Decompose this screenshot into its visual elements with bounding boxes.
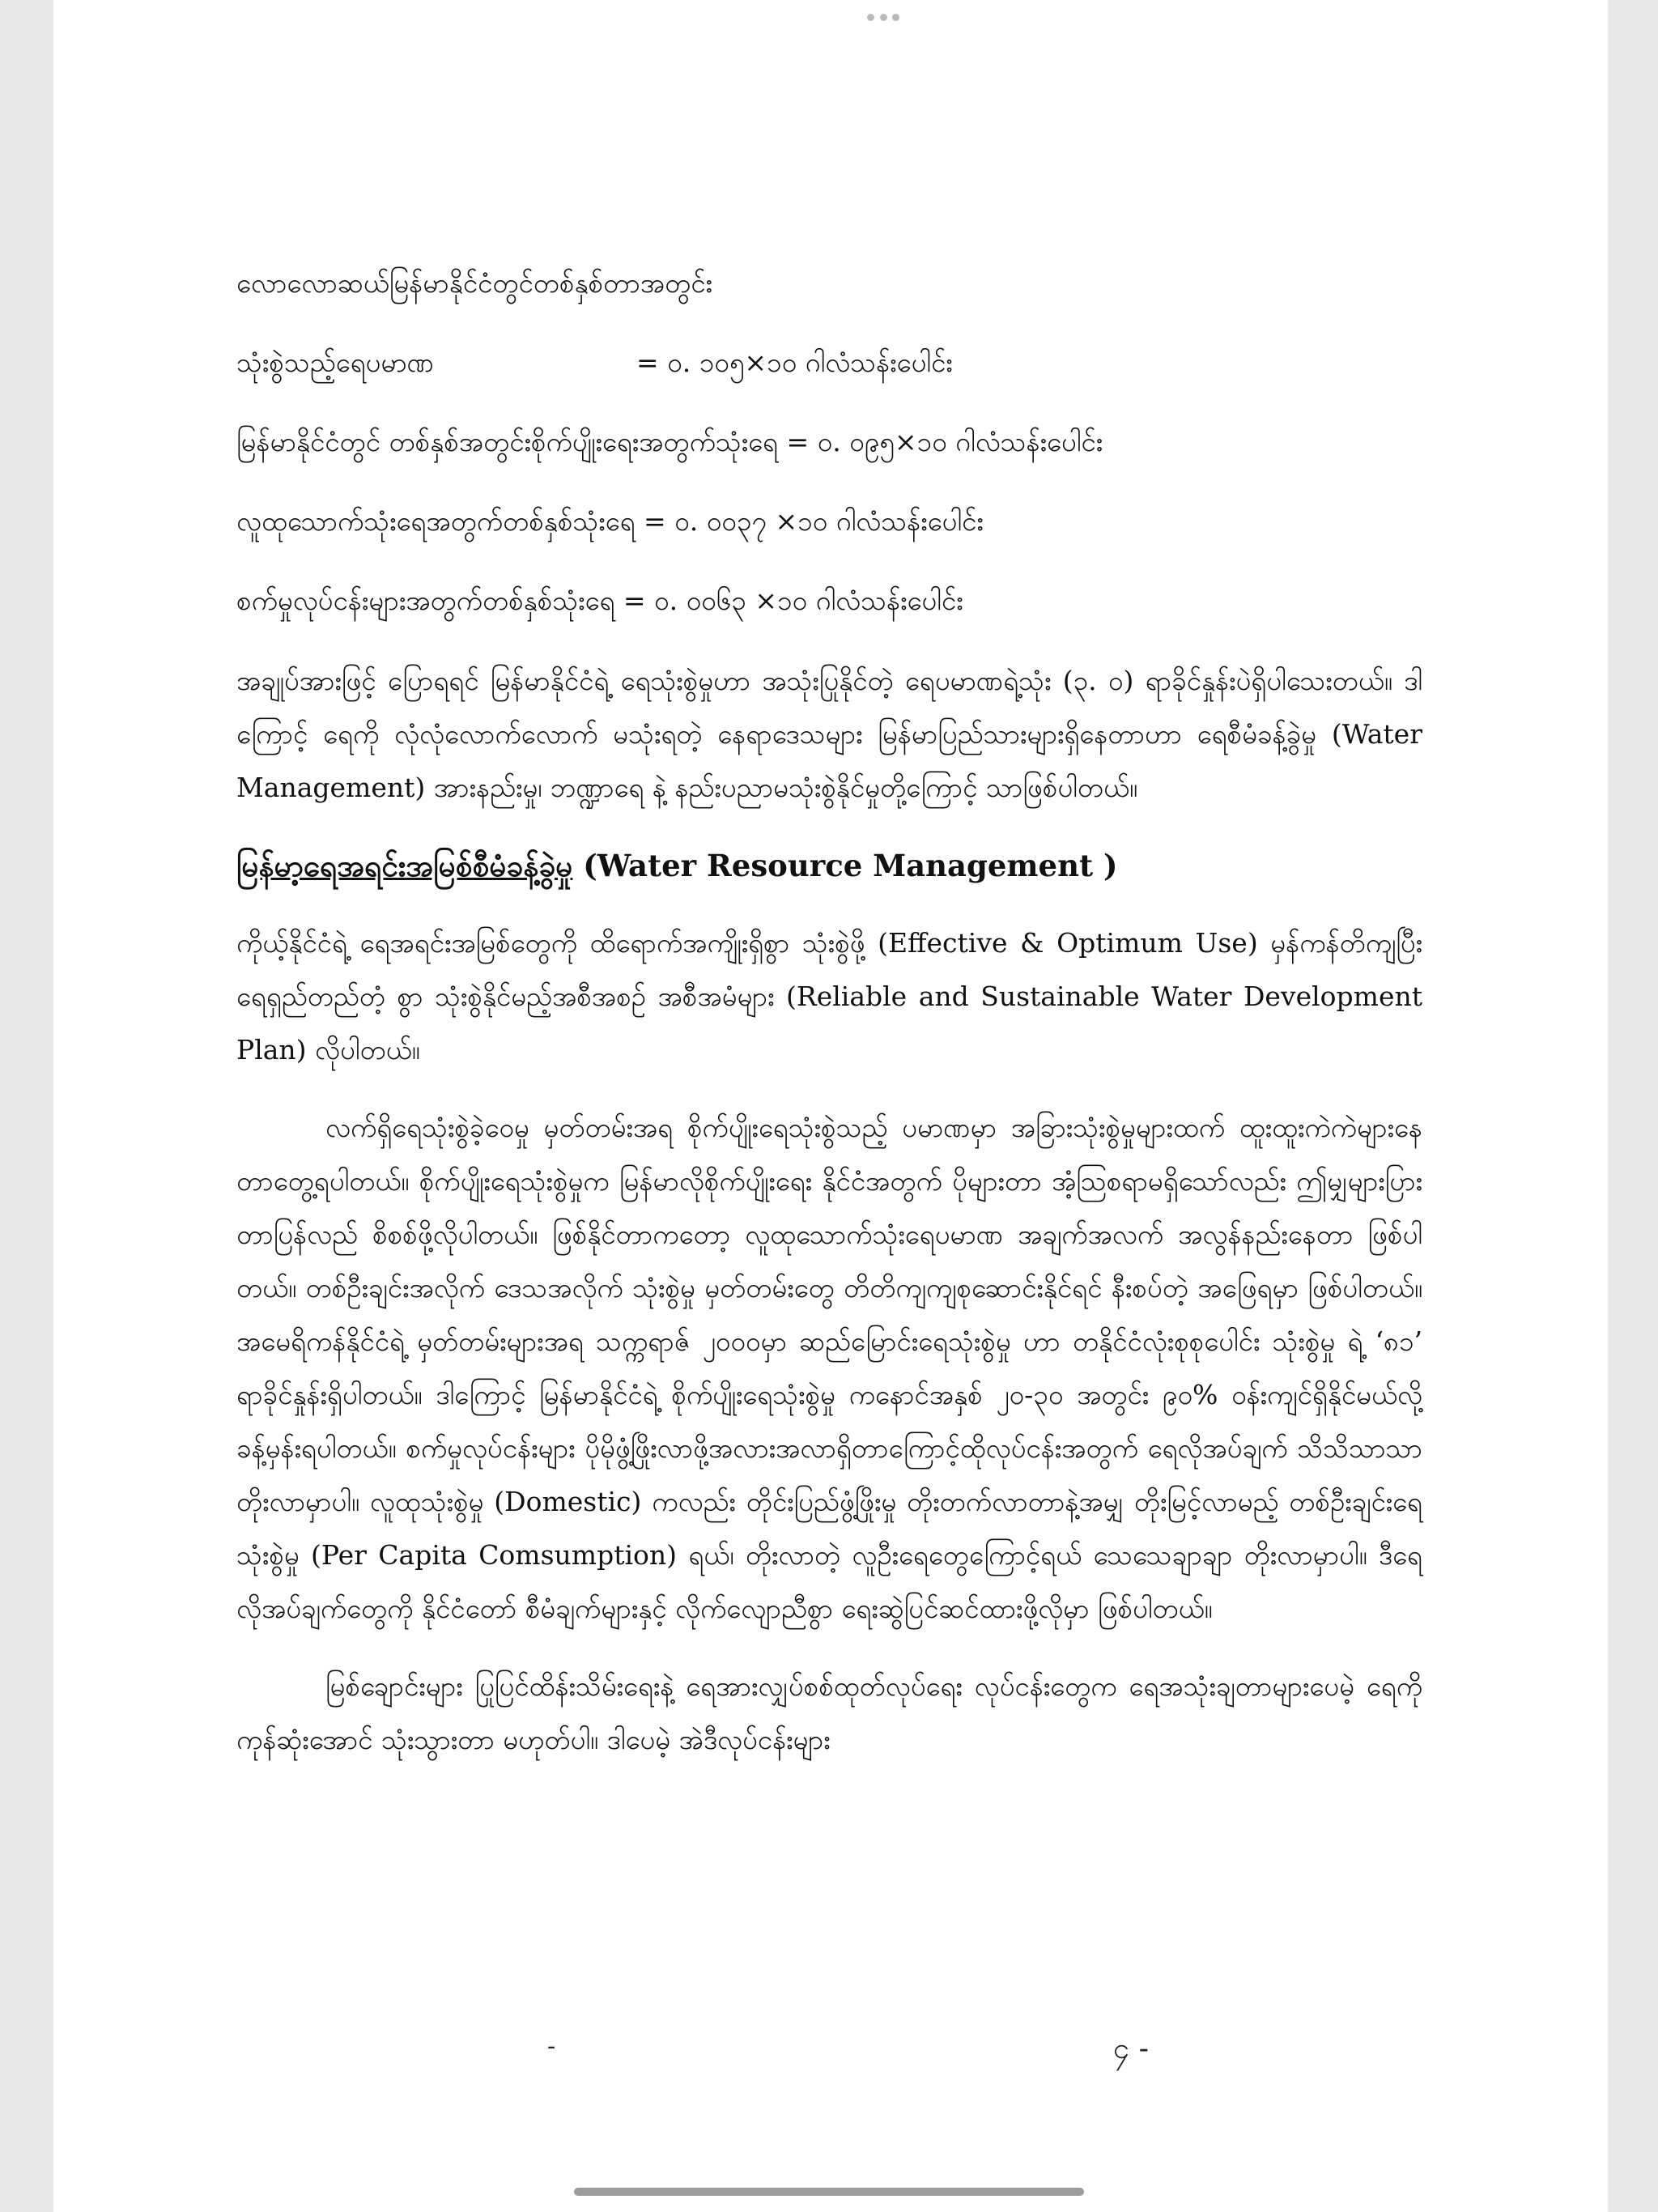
document-body: [236, 257, 1422, 1791]
calc-used-value: = ၀. ၁၀၅×၁၀ ဂါလံသန်းပေါင်း: [636, 347, 953, 378]
paragraph-rivers: မြစ်ချောင်းများ ပြုပြင်ထိန်းသိမ်းရေးနဲ့ ရေအားလျှပ်စစ်ထုတ်လုပ်ရေး လုပ်ငန်းတွေက ရေအသုံးချတာများပေမဲ့ ရေကိုကုန်ဆုံးအောင် သုံးသွားတာ မဟုတ်ပါ။ ဒါပေမဲ့ အဲဒီလုပ်ငန်းများ: [236, 1670, 1422, 1755]
footer-dash: -: [547, 2032, 556, 2061]
calc-used-label: သုံးစွဲသည့်ရေပမာဏ: [236, 347, 435, 378]
paragraph-consumption: လက်ရှိရေသုံးစွဲခဲ့ဝေမှု မှတ်တမ်းအရ စိုက်ပျိုးရေသုံးစွဲသည့် ပမာဏမှာ အခြားသုံးစွဲမှုများထက် ထူးထူးကဲကဲများနေတာတွေ့ရပါတယ်။ စိုက်ပျိုးရေသုံးစွဲမှုက မြန်မာလိုစိုက်ပျိုးရေး နိုင်ငံအတွက် ပိုများတာ အံ့သြစရာမရှိသော်လည်း ဤမျှများပြားတာပြန်လည် စိစစ်ဖို့လိုပါတယ်။ ဖြစ်နိုင်တာကတော့ လူထုသောက်သုံးရေပမာဏ အချက်အလက် အလွန်နည်းနေတာ ဖြစ်ပါတယ်။ တစ်ဦးချင်းအလိုက် ဒေသအလိုက် သုံးစွဲမှု မှတ်တမ်းတွေ တိတိကျကျစုဆောင်းနိုင်ရင် နီးစပ်တဲ့ အဖြေရမှာ ဖြစ်ပါတယ်။ အမေရိကန်နိုင်ငံရဲ့ မှတ်တမ်းများအရ သက္ကရာဇ် ၂၀၀၀မှာ ဆည်မြောင်းရေသုံးစွဲမှု ဟာ တနိုင်ငံလုံးစုစုပေါင်း သုံးစွဲမှု ရဲ့ ‘၈၁’ ရာခိုင်နှုန်းရှိပါတယ်။ ဒါကြောင့် မြန်မာနိုင်ငံရဲ့ စိုက်ပျိုးရေသုံးစွဲမှု ကနောင်အနှစ် ၂၀-၃၀ အတွင်း ၉၀% ဝန်းကျင်ရှိနိုင်မယ်လို့ ခန့်မှန်းရပါတယ်။ စက်မှုလုပ်ငန်းများ ပိုမိုဖွံ့ဖြိုးလာဖို့အလားအလာရှိတာကြောင့်ထိုလုပ်ငန်းအတွက် ရေလိုအပ်ချက် သိသိသာသာတိုးလာမှာပါ။ လူထုသုံးစွဲမှု (Domestic) ကလည်း တိုင်းပြည်ဖွံ့ဖြိုးမှု တိုးတက်လာတာနဲ့အမျှ တိုးမြင့်လာမည့် တစ်ဦးချင်းရေသုံးစွဲမှု (Per Capita Comsumption) ရယ်၊ တိုးလာတဲ့ လူဦးရေတွေကြောင့်ရယ် သေသေချာချာ တိုးလာမှာပါ။ ဒီရေလိုအပ်ချက်တွေကို နိုင်ငံတော် စီမံချက်များနှင့် လိုက်လျောညီစွာ ရေးဆွဲပြင်ဆင်ထားဖို့လိုမှာ ဖြစ်ပါတယ်။: [236, 1112, 1422, 1624]
paragraph-summary: အချုပ်အားဖြင့် ပြောရရင် မြန်မာနိုင်ငံရဲ့ ရေသုံးစွဲမှုဟာ အသုံးပြုနိုင်တဲ့ ရေပမာဏရဲ့သုံး (၃. ၀) ရာခိုင်နှုန်းပဲရှိပါသေးတယ်။ ဒါကြောင့် ရေကို လုံလုံလောက်လောက် မသုံးရတဲ့ နေရာဒေသများ မြန်မာပြည်သားများရှိနေတာဟာ ရေစီမံခန့်ခွဲမှု (Water Management) အားနည်းမှု၊ ဘဏ္ဍာရေ နဲ့ နည်းပညာမသုံးစွဲနိုင်မှုတို့ကြောင့် သာဖြစ်ပါတယ်။: [236, 665, 1422, 803]
home-indicator[interactable]: [574, 2188, 1084, 2196]
calc-domestic: လူထုသောက်သုံးရေအတွက်တစ်နှစ်သုံးရေ = ၀. ၀၀၃၇ ×၁၀ ဂါလံသန်းပေါင်း: [236, 505, 984, 537]
section-heading-mm: မြန်မာ့ရေအရင်းအမြစ်စီမံခန့်ခွဲမှု: [236, 848, 573, 883]
calc-intro: လောလောဆယ်မြန်မာနိုင်ငံတွင်တစ်နှစ်တာအတွင်း: [236, 267, 712, 299]
page-number: ၄ -: [1113, 2032, 1149, 2065]
calc-agri: မြန်မာနိုင်ငံတွင် တစ်နှစ်အတွင်းစိုက်ပျိုးရေးအတွက်သုံးရေ = ၀. ၀၉၅×၁၀ ဂါလံသန်းပေါင်း: [236, 426, 1103, 457]
calc-industry: စက်မှုလုပ်ငန်းများအတွက်တစ်နှစ်သုံးရေ = ၀. ၀၀၆၃ ×၁၀ ဂါလံသန်းပေါင်း: [236, 585, 963, 616]
left-margin: [0, 0, 53, 2212]
more-options-icon[interactable]: [867, 11, 899, 23]
section-heading: [236, 839, 1422, 892]
section-heading-en: (Water Resource Management ): [583, 848, 1118, 883]
right-margin: [1608, 0, 1658, 2212]
paragraph-effective-use: ကိုယ့်နိုင်ငံရဲ့ ရေအရင်းအမြစ်တွေကို ထိရောက်အကျိုးရှိစွာ သုံးစွဲဖို့ (Effective & Optimum Use) မှန်ကန်တိကျပြီး ရေရှည်တည်တံ့ စွာ သုံးစွဲနိုင်မည့်အစီအစဉ် အစီအမံများ (Reliable and Sustainable Water Development Plan) လိုပါတယ်။: [236, 927, 1422, 1066]
calc-used: [236, 337, 1422, 416]
